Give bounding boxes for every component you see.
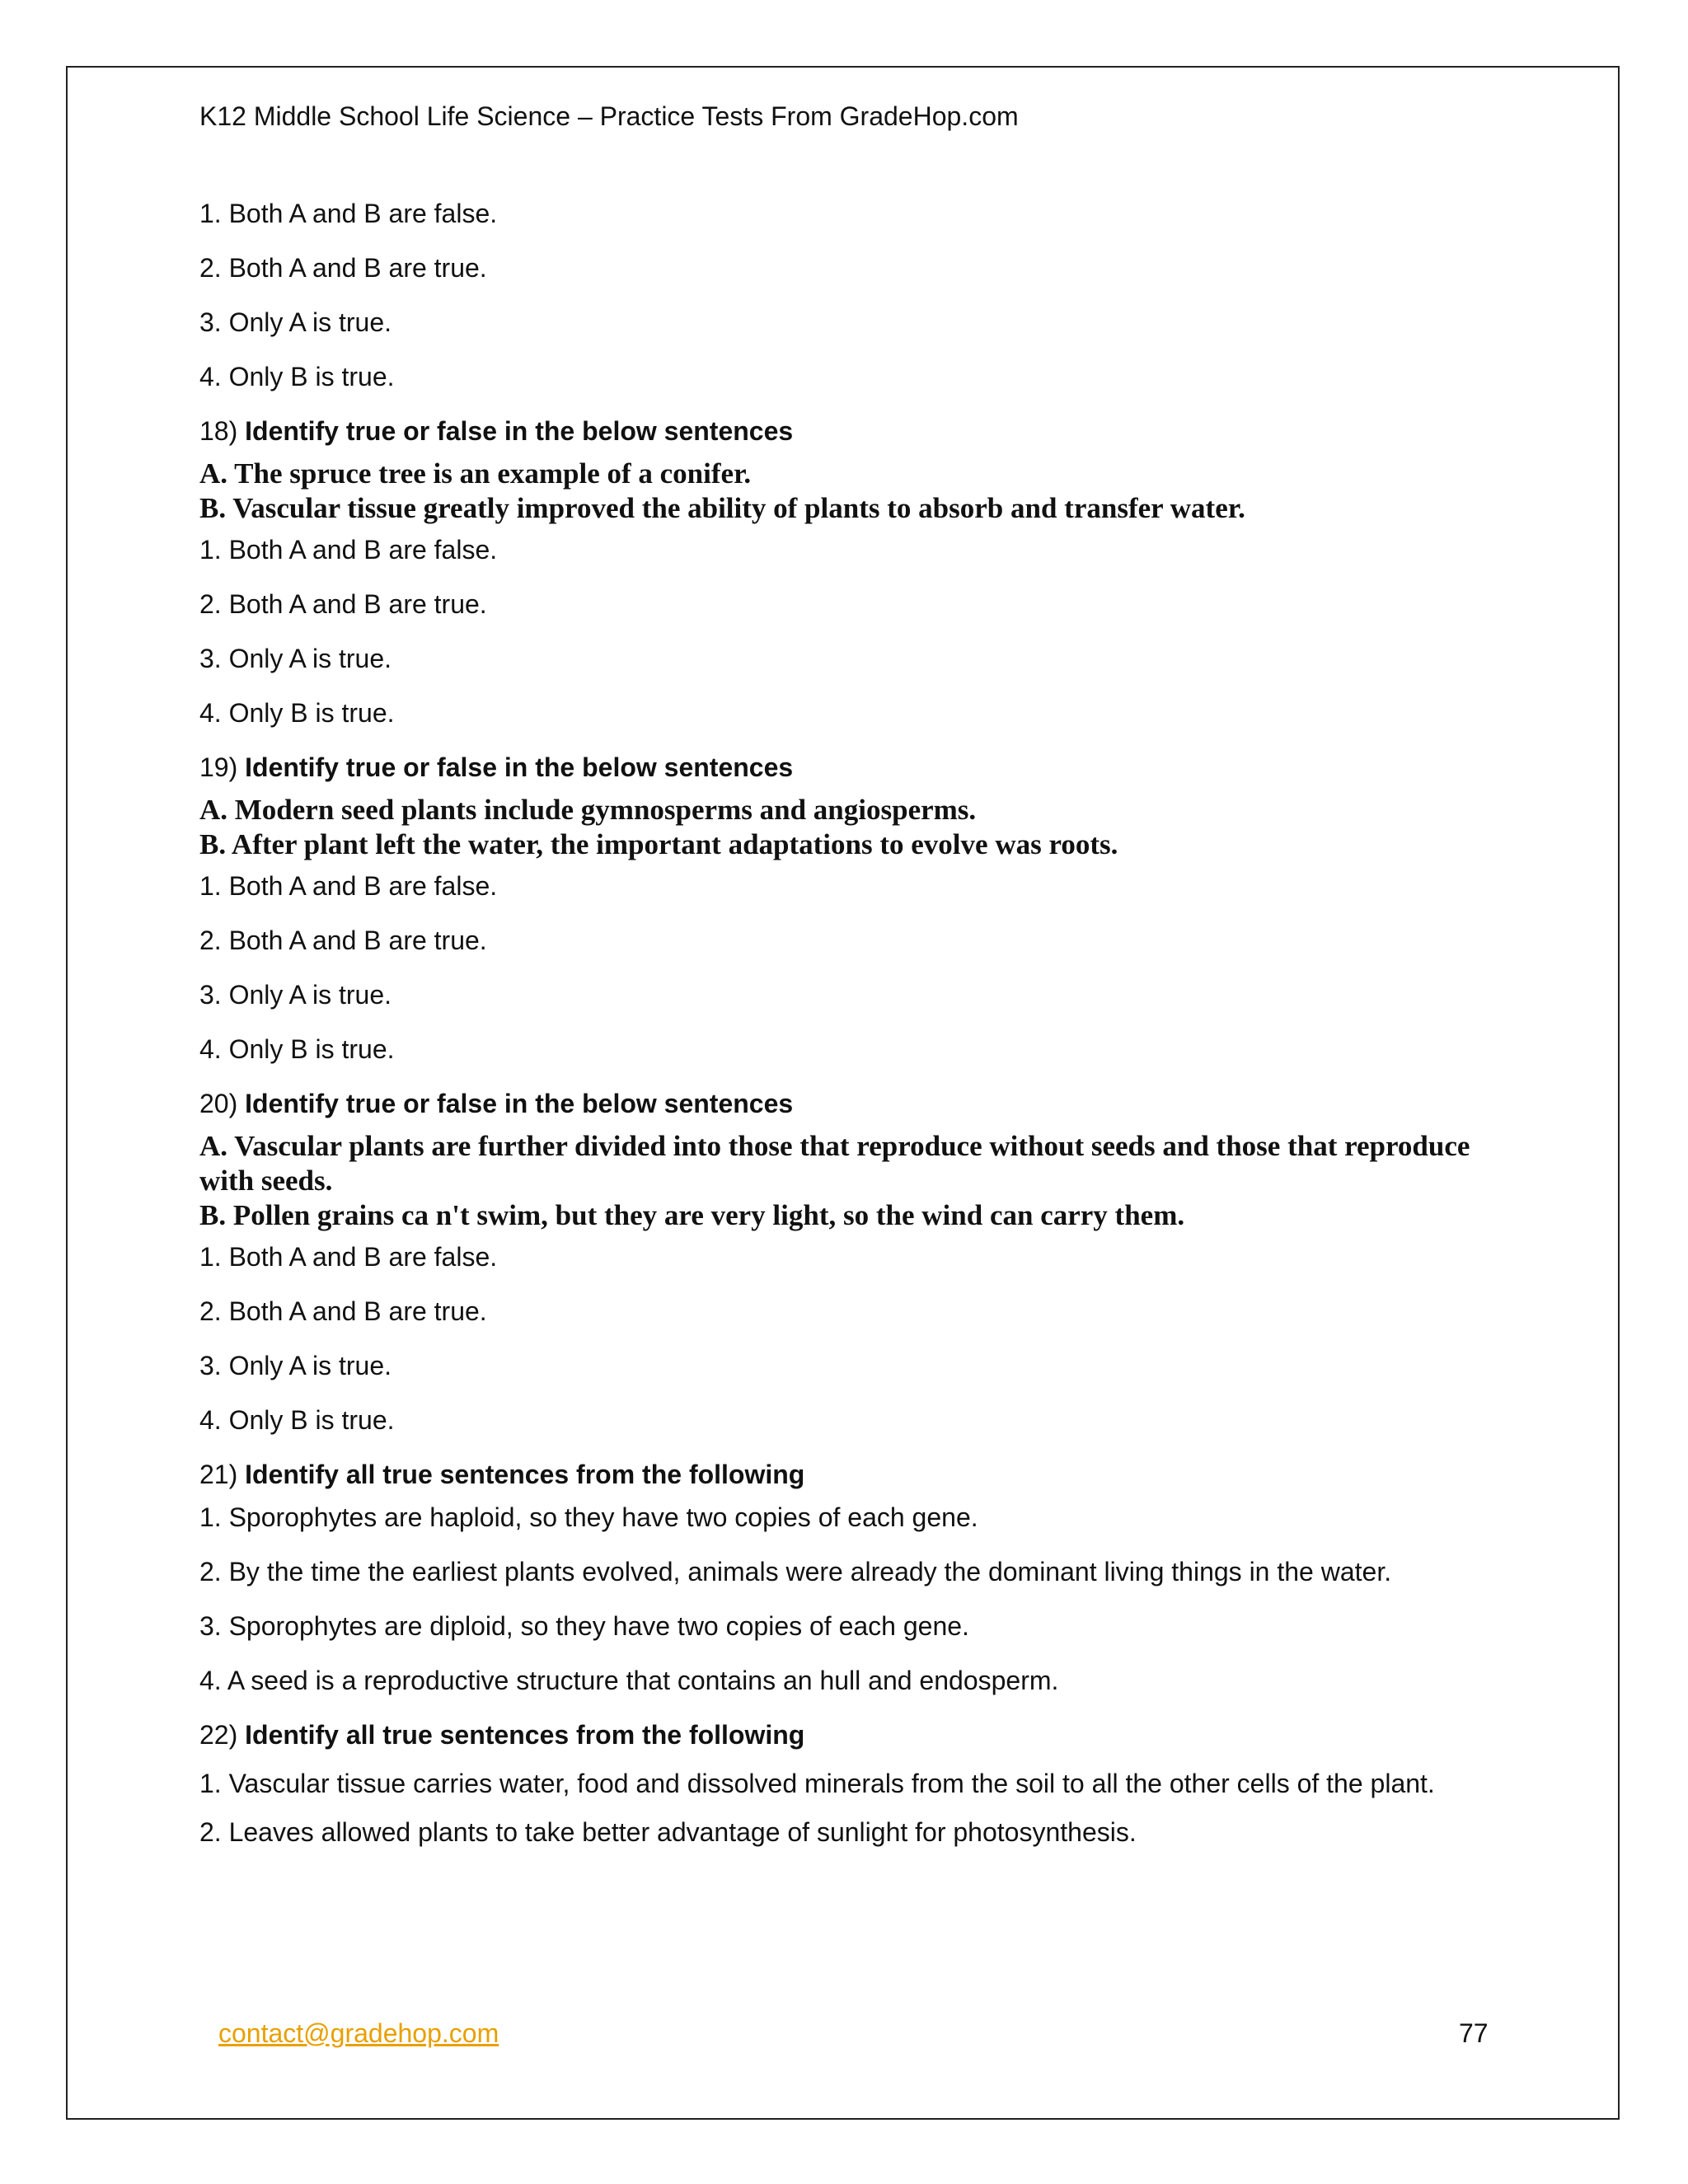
statement-a: A. Vascular plants are further divided into those that reproduce without seeds and those that reproduce with seeds. xyxy=(199,1130,1470,1197)
answer-option: 2. Both A and B are true. xyxy=(199,1296,487,1326)
statement-a: A. Modern seed plants include gymnosperms and angiosperms. xyxy=(199,794,977,826)
question-prompt: Identify true or false in the below sentences xyxy=(245,1089,794,1118)
question-22 xyxy=(199,1718,1485,1849)
page-number: 77 xyxy=(1459,2018,1489,2048)
question-number: 22) xyxy=(199,1720,238,1750)
answer-option: 1. Sporophytes are haploid, so they have two copies of each gene. xyxy=(199,1502,978,1532)
question-19 xyxy=(199,750,1485,1066)
question-number: 19) xyxy=(199,752,238,782)
answer-option: 2. By the time the earliest plants evolved, animals were already the dominant living things in the water. xyxy=(199,1557,1392,1586)
question-20 xyxy=(199,1086,1485,1437)
answer-option: 1. Both A and B are false. xyxy=(199,535,498,565)
answer-option: 4. Only B is true. xyxy=(199,362,395,391)
answer-option: 3. Only A is true. xyxy=(199,644,392,673)
question-number: 18) xyxy=(199,416,238,446)
statement-b: B. Vascular tissue greatly improved the ability of plants to absorb and transfer water. xyxy=(199,492,1245,524)
answer-option: 2. Both A and B are true. xyxy=(199,589,487,619)
question-prompt: Identify true or false in the below sentences xyxy=(245,416,794,446)
page-content xyxy=(199,99,1485,1849)
answer-option: 1. Both A and B are false. xyxy=(199,871,498,901)
statement-b: B. After plant left the water, the important adaptations to evolve was roots. xyxy=(199,828,1118,860)
answer-option: 4. Only B is true. xyxy=(199,1405,395,1435)
question-prompt: Identify all true sentences from the following xyxy=(245,1460,805,1489)
question-number: 20) xyxy=(199,1089,238,1118)
question-heading xyxy=(199,1457,1485,1492)
answer-option: 3. Only A is true. xyxy=(199,307,392,337)
statement-b: B. Pollen grains ca n't swim, but they are very light, so the wind can carry them. xyxy=(199,1199,1185,1231)
answer-option: 2. Leaves allowed plants to take better advantage of sunlight for photosynthesis. xyxy=(199,1817,1137,1847)
question-heading xyxy=(199,750,1485,785)
answer-option: 4. Only B is true. xyxy=(199,698,395,728)
answer-option: 3. Only A is true. xyxy=(199,980,392,1010)
answer-option: 2. Both A and B are true. xyxy=(199,926,487,955)
answer-option: 2. Both A and B are true. xyxy=(199,253,487,283)
contact-email-link[interactable]: contact@gradehop.com xyxy=(218,2018,499,2048)
answer-option: 4. Only B is true. xyxy=(199,1034,395,1064)
statement-a: A. The spruce tree is an example of a conifer. xyxy=(199,457,752,490)
question-number: 21) xyxy=(199,1460,238,1489)
answer-option: 3. Sporophytes are diploid, so they have two copies of each gene. xyxy=(199,1611,969,1641)
answer-option: 3. Only A is true. xyxy=(199,1351,392,1380)
question-heading xyxy=(199,1086,1485,1121)
question-heading xyxy=(199,414,1485,448)
prev-question-options xyxy=(199,196,1485,394)
question-21 xyxy=(199,1457,1485,1698)
page-header: K12 Middle School Life Science – Practice Tests From GradeHop.com xyxy=(199,101,1019,131)
question-heading xyxy=(199,1718,1485,1752)
question-18 xyxy=(199,414,1485,730)
question-prompt: Identify all true sentences from the following xyxy=(245,1720,805,1750)
answer-option: 1. Vascular tissue carries water, food and dissolved minerals from the soil to all the other cells of the plant. xyxy=(199,1769,1435,1798)
answer-option: 4. A seed is a reproductive structure that contains an hull and endosperm. xyxy=(199,1666,1059,1695)
question-prompt: Identify true or false in the below sentences xyxy=(245,752,794,782)
answer-option: 1. Both A and B are false. xyxy=(199,199,498,228)
answer-option: 1. Both A and B are false. xyxy=(199,1242,498,1272)
